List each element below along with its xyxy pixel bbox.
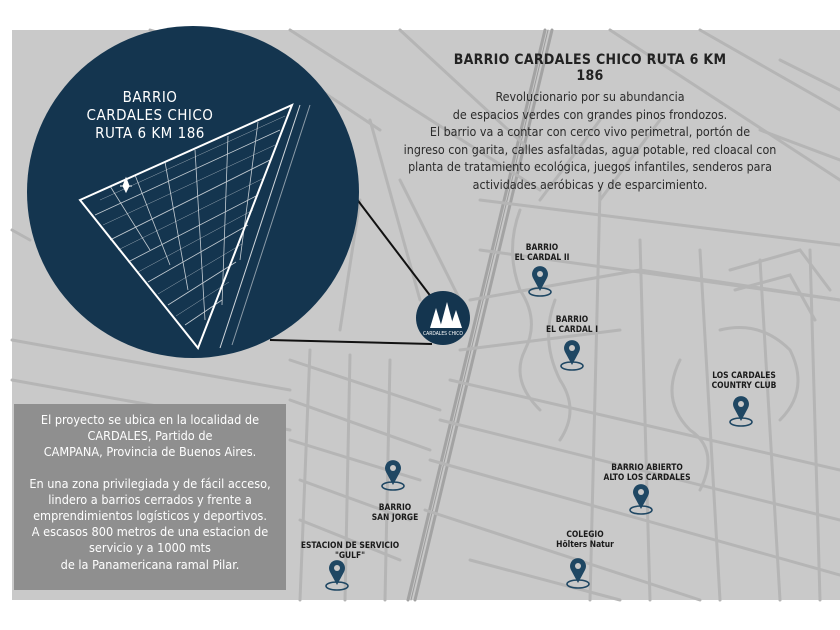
place-label-alto-los-cardales: BARRIO ABIERTO ALTO LOS CARDALES xyxy=(603,462,691,482)
info-line: A escasos 800 metros de una estacion de xyxy=(31,524,269,540)
place-label-los-cardales-country-club: LOS CARDALES COUNTRY CLUB xyxy=(711,370,777,390)
info-line: de la Panamericana ramal Pilar. xyxy=(60,556,240,572)
circle-title-line: CARDALES CHICO xyxy=(86,106,214,124)
info-line: CARDALES, Partido de xyxy=(87,428,213,444)
map-pin-icon xyxy=(382,460,404,490)
info-line: servicio y a 1000 mts xyxy=(89,540,211,556)
info-line: emprendimientos logísticos y deportivos. xyxy=(33,508,267,524)
circle-title-line: RUTA 6 KM 186 xyxy=(95,124,205,142)
description-line: actividades aeróbicas y de esparcimiento. xyxy=(472,176,708,192)
place-label-san-jorge: BARRIO SAN JORGE xyxy=(371,502,419,522)
page-title: BARRIO CARDALES CHICO RUTA 6 KM 186 xyxy=(453,52,727,84)
info-line: En una zona privilegiada y de fácil acceso, xyxy=(29,475,271,491)
place-label-el-cardal-i: BARRIO EL CARDAL I xyxy=(545,314,599,334)
map-pin-icon xyxy=(561,340,583,370)
map-pin-icon xyxy=(326,560,348,590)
logo-label: CARDALES CHICO xyxy=(423,331,463,337)
description-line: planta de tratamiento ecológica, juegos infantiles, senderos para xyxy=(408,159,772,174)
description-line: El barrio va a contar con cerco vivo perimetral, portón de xyxy=(429,124,751,139)
map-pin-icon xyxy=(730,396,752,426)
place-label-colegio-holters-natur: COLEGIO Hölters Natur xyxy=(556,529,614,549)
info-line: lindero a barrios cerrados y frente a xyxy=(48,491,252,507)
description-line: Revolucionario por su abundancia xyxy=(495,89,685,104)
place-label-el-cardal-ii: BARRIO EL CARDAL II xyxy=(514,242,570,262)
map-pin-icon xyxy=(567,558,589,588)
info-line: El proyecto se ubica en la localidad de xyxy=(40,412,260,427)
map-pin-icon xyxy=(529,266,551,296)
description-line: ingreso con garita, calles asfaltadas, agua potable, red cloacal con xyxy=(403,141,777,157)
description-line: de espacios verdes con grandes pinos frondozos. xyxy=(452,106,728,122)
info-line: CAMPANA, Provincia de Buenos Aires. xyxy=(43,444,257,460)
map-pin-icon xyxy=(630,484,652,514)
circle-title-line: BARRIO xyxy=(122,88,178,106)
place-label-estacion-gulf: ESTACION DE SERVICIO "GULF" xyxy=(300,540,400,560)
